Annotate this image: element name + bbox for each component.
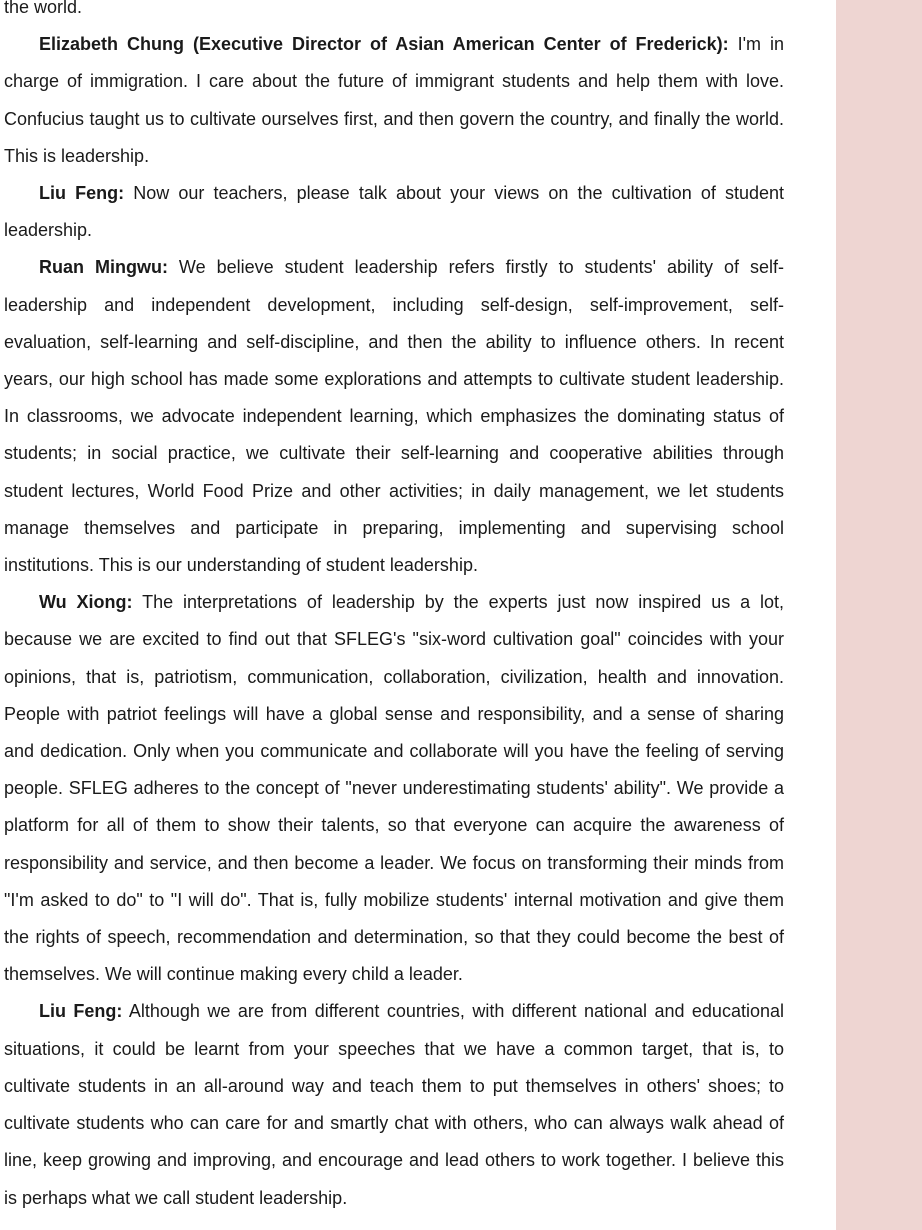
page-margin-band (836, 0, 922, 1230)
speaker-name: Ruan Mingwu: (39, 257, 168, 278)
paragraph-text: the world. (4, 0, 83, 17)
paragraph-text: The interpretations of leadership by the experts just now inspired us a lot, because we are excited to find out that SFLEG's "six-word cultivation goal" coincides with your opinions, that is, patriotism, communication, collaboration, civilization, health and innovation. People with patriot feelings will have a global sense and responsibility, and a sense of sharing and dedication. Only when you communicate and collaborate will you have the feeling of serving people. SFLEG adheres to the concept of "never underestimating students' ability". We provide a platform for all of them to show their talents, so that everyone can acquire the awareness of responsibility and service, and then become a leader. We focus on transforming their minds from "I'm asked to do" to "I will do". That is, fully mobilize students' internal motivation and give them the rights of speech, recommendation and determination, so that they could become the best of themselves. We will continue making every child a leader. (4, 592, 784, 985)
continuation-text (4, 0, 784, 26)
speaker-name: Liu Feng: (39, 183, 125, 204)
paragraph-text: Now our teachers, please talk about your views on the cultivation of student leadership. (4, 183, 785, 241)
paragraph-text: I'm in charge of immigration. I care about the future of immigrant students and help them with love. Confucius taught us to cultivate ourselves first, and then govern the country, and finally the world. This is leadership. (4, 34, 784, 166)
paragraph-text: We believe student leadership refers firstly to students' ability of self-leadership and independent development, including self-design, self-improvement, self-evaluation, self-learning and self-discipline, and then the ability to influence others. In recent years, our high school has made some explorations and attempts to cultivate student leadership. In classrooms, we advocate independent learning, which emphasizes the dominating status of students; in social practice, we cultivate their self-learning and cooperative abilities through student lectures, World Food Prize and other activities; in daily management, we let students manage themselves and participate in preparing, implementing and supervising school institutions. This is our understanding of student leadership. (4, 257, 784, 576)
speech-paragraph (4, 26, 784, 175)
speaker-name: Wu Xiong: (39, 592, 133, 613)
speech-paragraph (4, 249, 784, 584)
paragraph-text: Although we are from different countries, with different national and educational situations, it could be learnt from your speeches that we have a common target, that is, to cultivate students in an all-around way and teach them to put themselves in others' shoes; to cultivate students who can care for and smartly chat with others, who can always walk ahead of line, keep growing and improving, and encourage and lead others to work together. I believe this is perhaps what we call student leadership. (4, 1001, 784, 1208)
speaker-name: Elizabeth Chung (Executive Director of Asian American Center of Frederick): (39, 34, 729, 55)
speech-paragraph (4, 175, 784, 249)
speech-paragraph (4, 993, 784, 1216)
speaker-name: Liu Feng: (39, 1001, 123, 1022)
speech-paragraph (4, 584, 784, 993)
transcript-body (4, 0, 784, 1217)
